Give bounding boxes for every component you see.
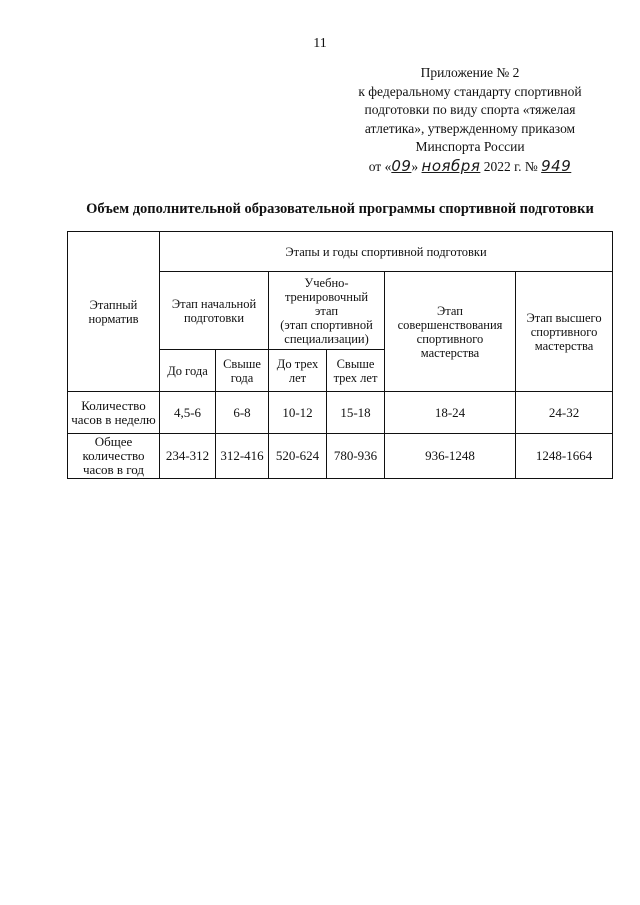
appendix-title: Приложение № 2 [420,65,520,80]
handwritten-order-number: 949 [541,156,572,175]
subheader-over-year: Свыше года [216,350,269,392]
header-stage-higher: Этап высшего спортивного мастерства [516,272,613,392]
table-cell: 15-18 [327,392,385,434]
subheader-up-to-three: До трех лет [269,350,327,392]
header-stage-initial: Этап начальной подготовки [160,272,269,350]
header-stage-improvement: Этап совершенствования спортивного мастерства [385,272,516,392]
table-cell: 4,5-6 [160,392,216,434]
stage-training-line: (этап спортивной [280,317,373,332]
appendix-block [330,64,610,176]
table-cell: 312-416 [216,434,269,479]
header-stage-training [269,272,385,350]
table-cell: 10-12 [269,392,327,434]
handwritten-day: 09 [391,156,412,175]
subheader-over-three: Свыше трех лет [327,350,385,392]
header-stages-all: Этапы и годы спортивной подготовки [160,232,613,272]
table-cell: 234-312 [160,434,216,479]
year-text: 2022 г. № [483,158,538,174]
date-mid: » [411,158,419,174]
handwritten-month: ноября [421,156,481,175]
training-volume-table [67,231,613,479]
table-cell: 6-8 [216,392,269,434]
header-norm: Этапный норматив [68,232,160,392]
stage-training-line: Учебно- [304,275,349,290]
stage-training-line: тренировочный [284,289,369,304]
stage-training-line: этап [314,303,339,318]
appendix-line: подготовки по виду спорта «тяжелая [364,102,576,117]
row-label: Количество часов в неделю [68,392,160,434]
table-cell: 780-936 [327,434,385,479]
table-cell: 24-32 [516,392,613,434]
table-cell: 520-624 [269,434,327,479]
appendix-line: атлетика», утвержденному приказом [364,120,576,136]
appendix-line: к федеральному стандарту спортивной [358,83,582,99]
table-row [68,434,613,479]
appendix-line: Минспорта России [415,139,525,154]
date-prefix: от « [368,158,392,174]
stage-training-line: специализации) [284,331,369,346]
page-number: 11 [313,36,327,51]
subheader-up-to-year: До года [160,350,216,392]
table-cell: 1248-1664 [516,434,613,479]
table-row [68,392,613,434]
document-title: Объем дополнительной образовательной программы спортивной подготовки [86,201,594,217]
table-cell: 936-1248 [385,434,516,479]
row-label: Общее количество часов в год [68,434,160,479]
table-cell: 18-24 [385,392,516,434]
order-date-line [330,157,610,177]
